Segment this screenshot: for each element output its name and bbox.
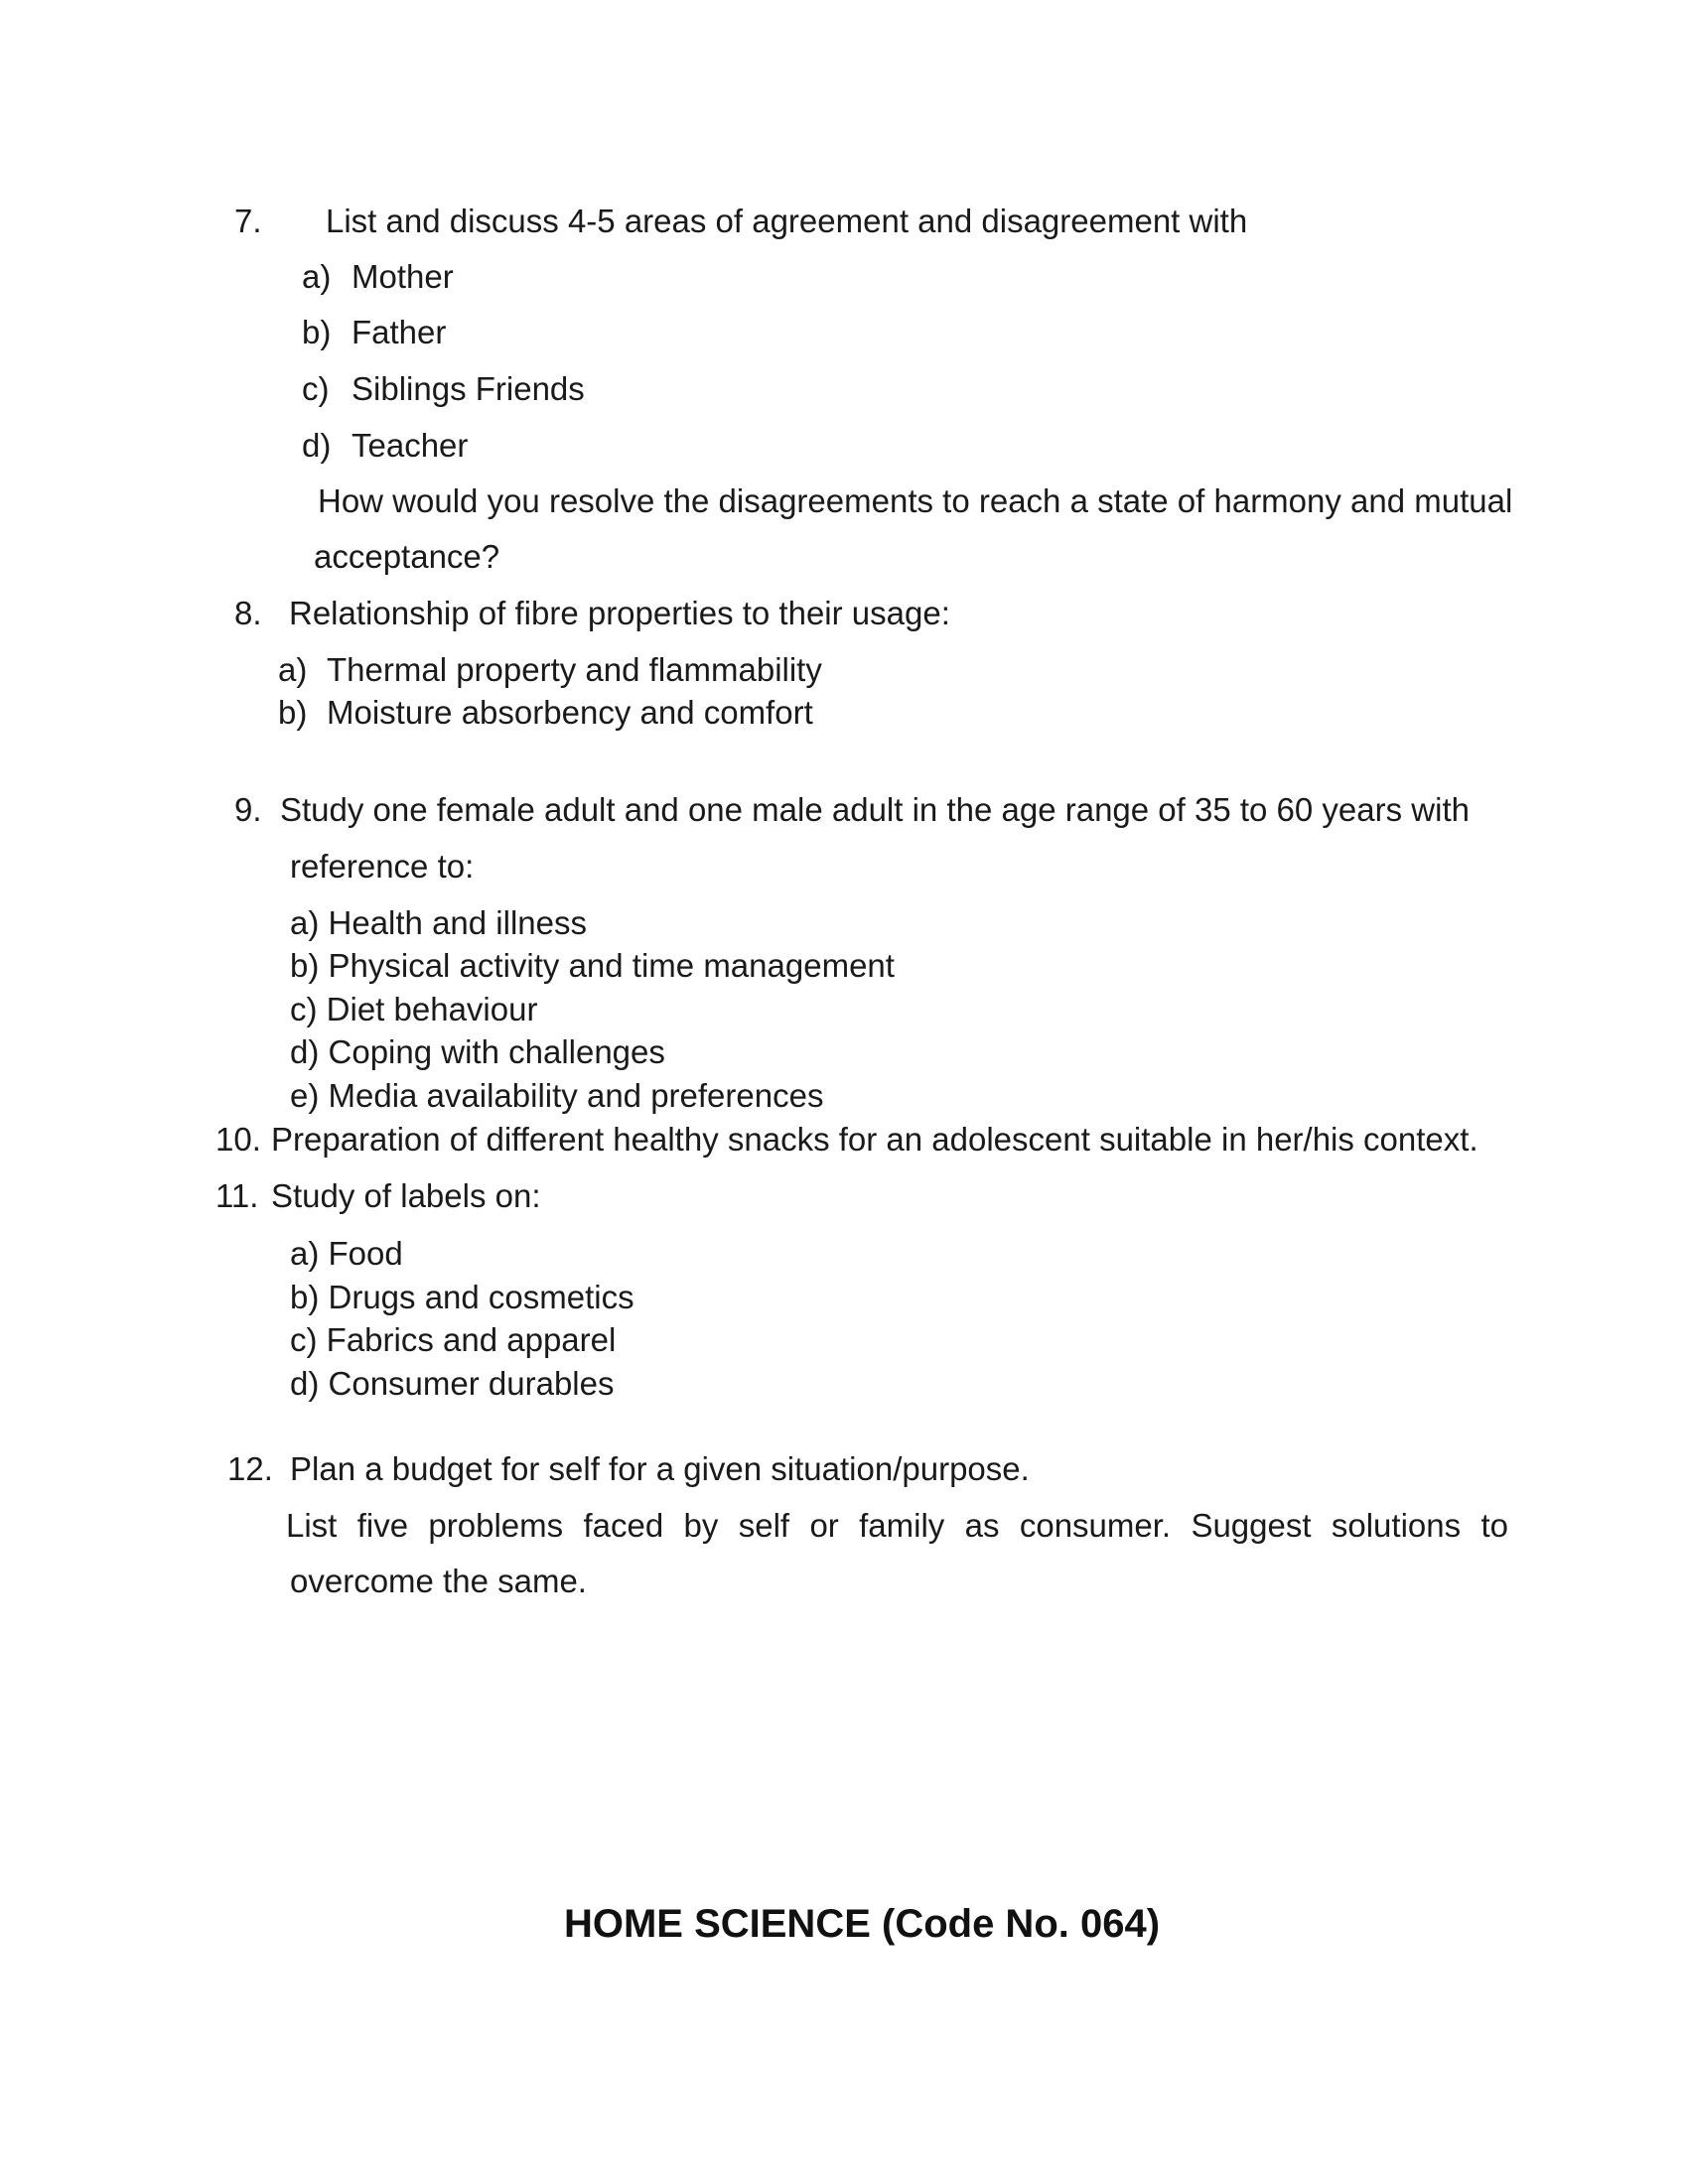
list-item: c) Diet behaviour <box>290 991 538 1027</box>
list-item: a) Food <box>290 1235 403 1272</box>
question-number: 12. <box>227 1450 273 1487</box>
list-item-label: d) <box>302 427 332 464</box>
question-number: 7. <box>234 203 262 239</box>
list-item-text: Mother <box>352 258 454 295</box>
list-item: b) Physical activity and time management <box>290 947 895 984</box>
list-item-text: Teacher <box>352 427 469 464</box>
question-number: 10. <box>215 1121 261 1158</box>
list-item-label: a) <box>278 651 308 688</box>
question-follow-up: List five problems faced by self or family as consumer. Suggest solutions to <box>286 1507 1508 1544</box>
list-item: a) Health and illness <box>290 904 587 941</box>
question-number: 9. <box>234 791 262 828</box>
list-item-label: c) <box>302 370 330 407</box>
list-item-text: Father <box>352 314 447 350</box>
question-text: Relationship of fibre properties to their usage: <box>289 595 950 631</box>
question-number: 8. <box>234 595 262 631</box>
list-item-label: a) <box>302 258 332 295</box>
question-text: Study of labels on: <box>271 1177 541 1214</box>
list-item-label: b) <box>302 314 332 350</box>
list-item: e) Media availability and preferences <box>290 1077 824 1114</box>
subject-heading: HOME SCIENCE (Code No. 064) <box>563 1902 1161 1946</box>
list-item: c) Fabrics and apparel <box>290 1321 617 1358</box>
list-item-label: b) <box>278 694 308 731</box>
list-item-text: Siblings Friends <box>352 370 585 407</box>
question-text: Plan a budget for self for a given situation/purpose. <box>290 1450 1030 1487</box>
list-item-text: Thermal property and flammability <box>327 651 822 688</box>
question-text: Study one female adult and one male adult in the age range of 35 to 60 years with <box>280 791 1470 828</box>
question-follow-up: overcome the same. <box>290 1563 587 1599</box>
list-item-text: Moisture absorbency and comfort <box>327 694 813 731</box>
question-text: List and discuss 4-5 areas of agreement and disagreement with <box>326 203 1248 239</box>
list-item: b) Drugs and cosmetics <box>290 1279 634 1315</box>
question-follow-up: acceptance? <box>314 538 500 575</box>
list-item: d) Consumer durables <box>290 1365 615 1402</box>
question-text: reference to: <box>290 848 475 885</box>
list-item: d) Coping with challenges <box>290 1033 665 1070</box>
question-follow-up: How would you resolve the disagreements to reach a state of harmony and mutual <box>318 482 1513 519</box>
question-number: 11. <box>215 1177 259 1214</box>
question-text: Preparation of different healthy snacks for an adolescent suitable in her/his context. <box>271 1121 1478 1158</box>
